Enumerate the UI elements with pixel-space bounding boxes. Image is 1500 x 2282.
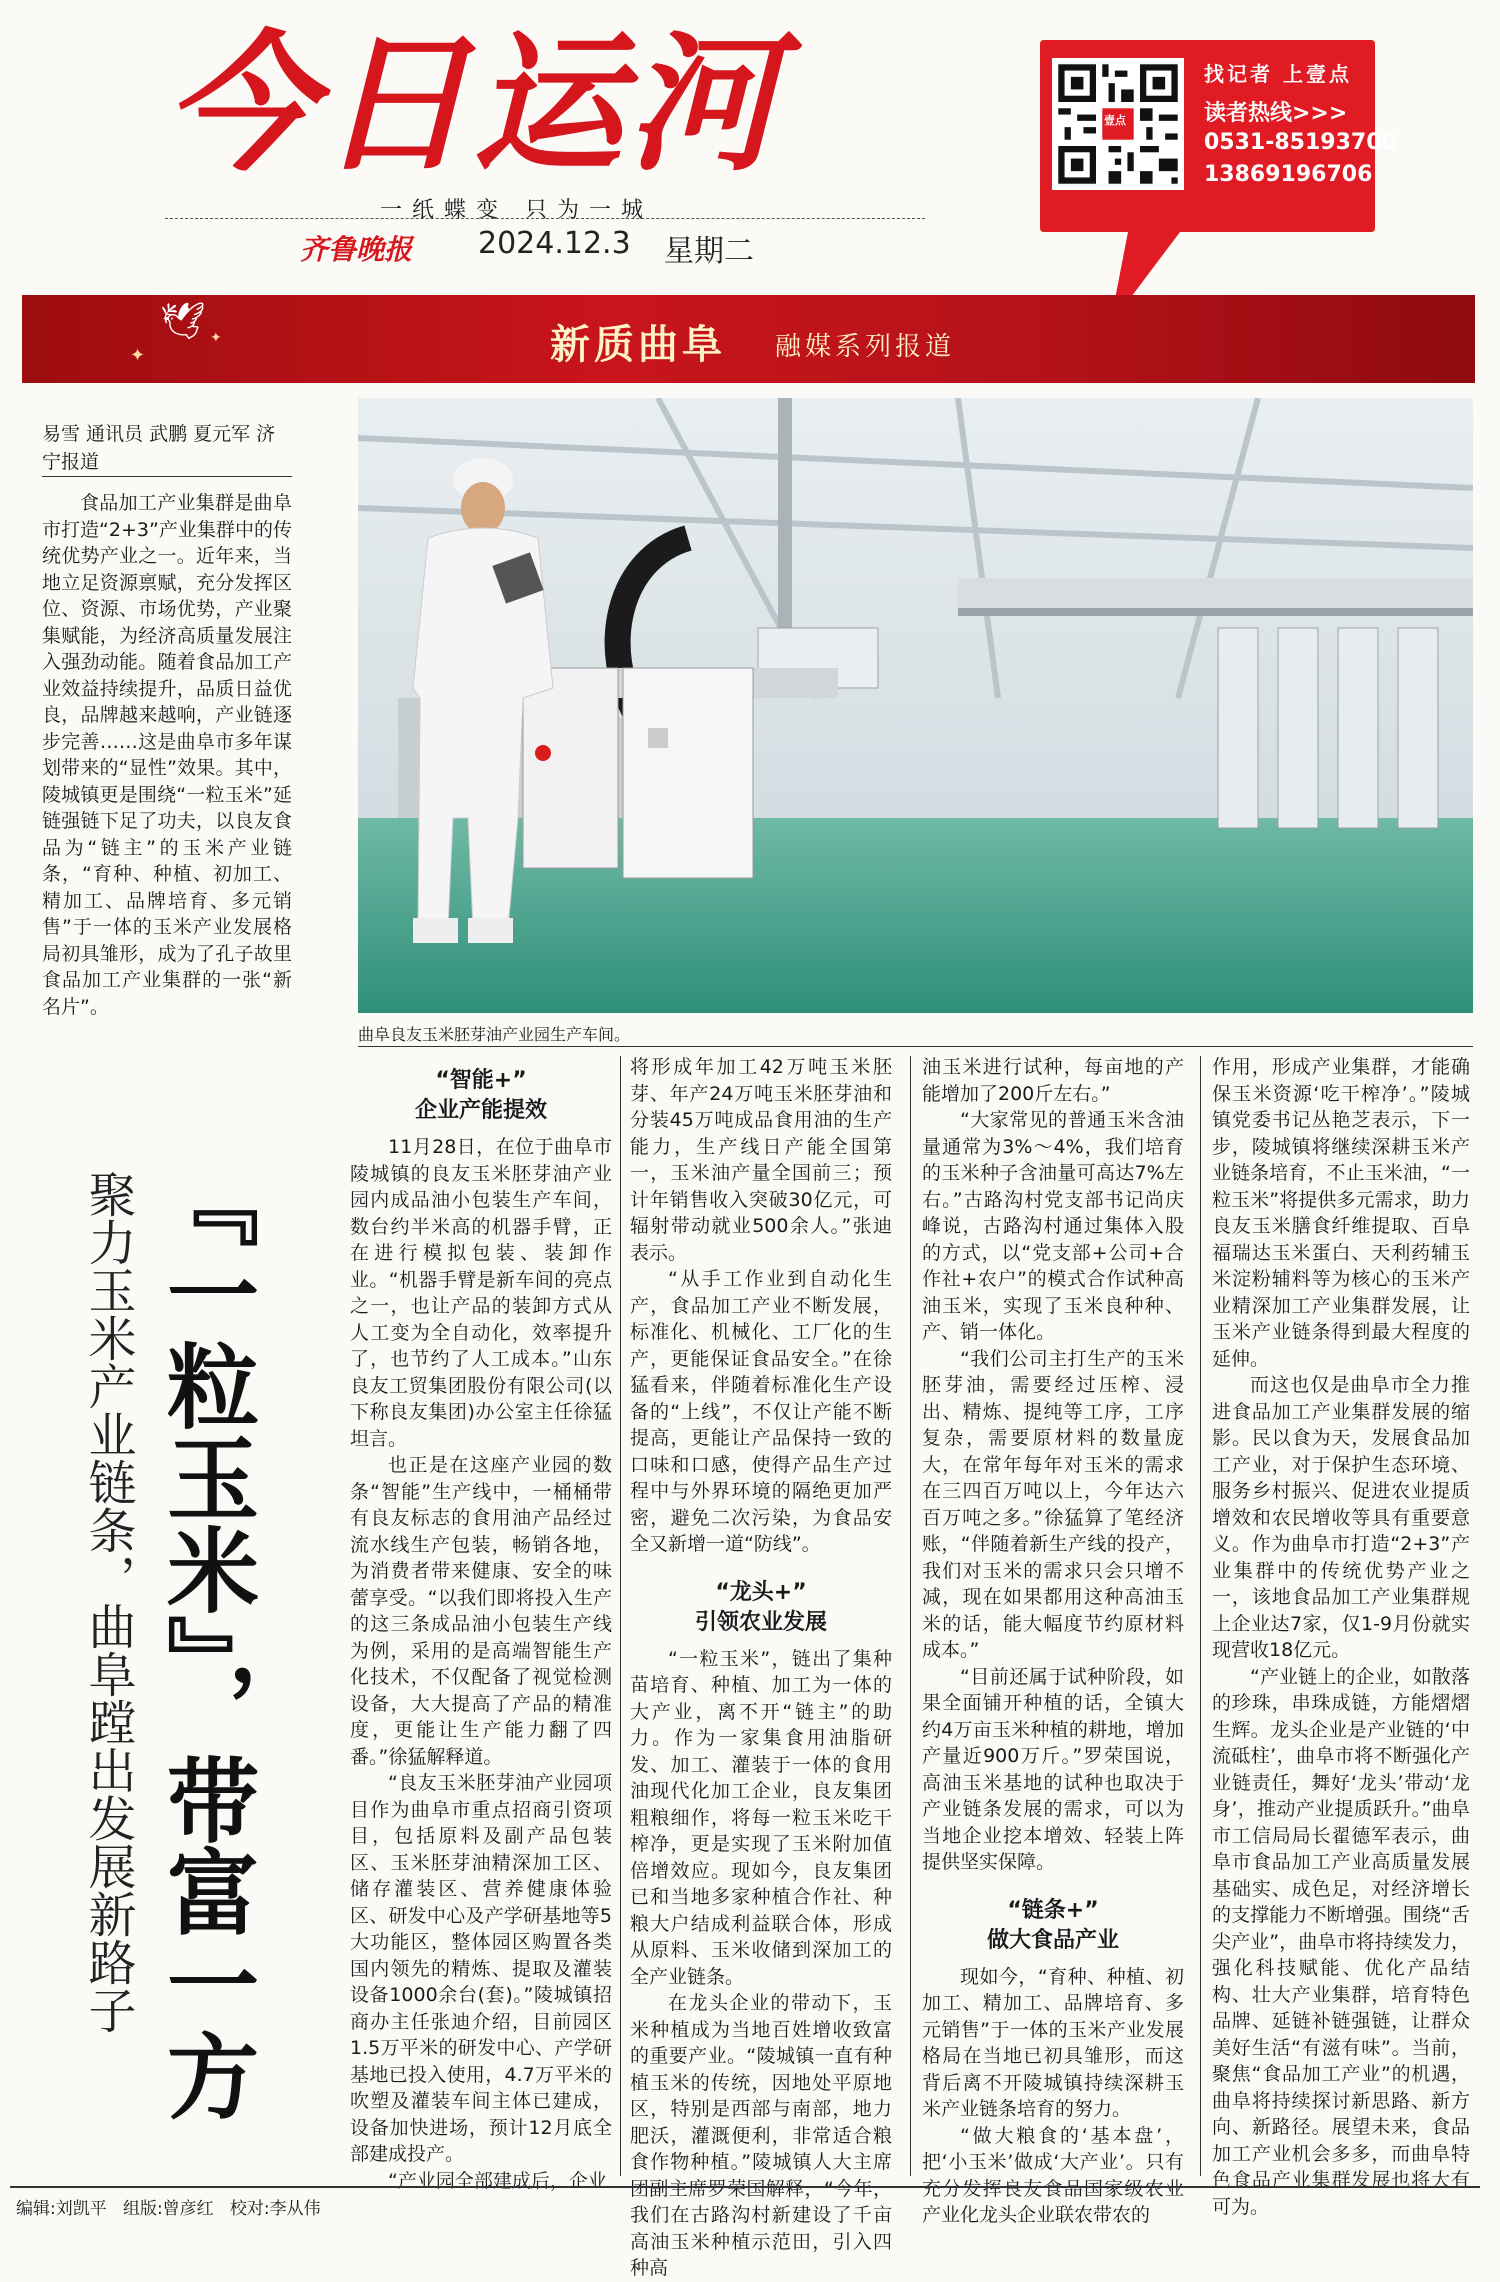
banner-subtitle: 融媒系列报道 [775,332,956,362]
section-heading-line2: 企业产能提效 [414,1098,547,1123]
paragraph: 也正是在这座产业园的数条“智能”生产线中，一桶桶带有良友标志的食用油产品经过流水线生产包装，畅销各地，为消费者带来健康、安全的味蕾享受。“以我们即将投入生产的这三条成品油小包装生产线为例，采用的是高端智能生产化技术，不仅配备了视觉检测设备，大大提高了产品的精准度，更能让生产能力翻了四番。”徐猛解释道。 [350,1454,612,1768]
section-heading-leader [630,1578,892,1638]
paragraph: “做大粮食的‘基本盘’，把‘小玉米’做成‘大产业’。只有充分发挥良友食品国家级农业产业化龙头企业联农带农的 [922,2124,1184,2226]
paragraph: “目前还属于试种阶段，如果全面铺开种植的话，全镇大约4万亩玉米种植的耕地，增加产量近900万斤。”罗荣国说，高油玉米基地的试种也取决于产业链条发展的需求，可以为当地企业挖本增效、轻装上阵提供坚实保障。 [922,1665,1184,1873]
article-subheadline: 聚力玉米产业链条，曲阜蹚出发展新路子 [80,1170,136,2034]
paragraph: “我们公司主打生产的玉米胚芽油，需要经过压榨、浸出、精炼、提纯等工序，工序复杂，需要原材料的数量庞大，在常年每年对玉米的需求在三四百万吨以上，今年达六百万吨之多。”徐猛算了笔经济账，“伴随着新生产线的投产，我们对玉米的需求只会只增不减，现在如果都用这种高油玉米的话，能大幅度节约原材料成本。” [922,1347,1184,1661]
paragraph: 而这也仅是曲阜市全力推进食品加工产业集群发展的缩影。民以食为天，发展食品加工产业，对于保护生态环境、服务乡村振兴、促进农业提质增效和农民增收等具有重要意义。作为曲阜市打造“2+3”产业集群中的传统优势产业之一，该地食品加工产业集群规上企业达7家，仅1-9月份就实现营收18亿元。 [1212,1374,1470,1661]
paragraph: 将形成年加工42万吨玉米胚芽、年产24万吨玉米胚芽油和分装45万吨成品食用油的生产能力，生产线日产能全国第一，玉米油产量全国前三；预计年销售收入突破30亿元，可辐射带动就业500余人。”张迪表示。 [630,1056,892,1264]
paragraph: “从手工作业到自动化生产，食品加工产业不断发展，标准化、机械化、工厂化的生产，更能保证食品安全。”在徐猛看来，伴随着标准化生产设备的“上线”，不仅让产能不断提高，更能让产品保持一致的口味和口感，使得产品生产过程中与外界环境的隔绝更加严密，避免二次污染，为食品安全又新增一道“防线”。 [630,1268,892,1555]
section-heading-line1: “链条+” [1007,1897,1099,1923]
hotline-phone-1[interactable]: 0531-85193700 [1204,130,1397,155]
banner-title: 新质曲阜 [550,321,726,368]
footer-proof: 校对:李从伟 [229,2199,321,2219]
footer-designer: 组版:曾彦红 [122,2199,214,2219]
article-byline: 易雪 通讯员 武鹏 夏元军 济宁报道 [42,423,276,473]
section-heading-line2: 引领农业发展 [694,1609,827,1635]
section-heading-smart [350,1066,612,1126]
section-heading-line1: “龙头+” [715,1579,807,1605]
article-column-3 [922,1054,1184,2229]
column-divider [620,1056,621,2176]
section-heading-chain [922,1896,1184,1956]
footer-editor: 编辑:刘凯平 [16,2199,107,2219]
article-headline: 『一粒玉米』，带富一方 [152,1155,260,2121]
factory-photo [358,398,1473,1013]
paragraph: “大家常见的普通玉米含油量通常为3%～4%，我们培育的玉米种子含油量可高达7%左右。”古路沟村党支部书记尚庆峰说，古路沟村通过集体入股的方式，以“党支部+公司+合作社+农户”的模式合作试种高油玉米，实现了玉米良种种、产、销一体化。 [922,1109,1184,1343]
paragraph: “产业链上的企业，如散落的珍珠，串珠成链，方能熠熠生辉。龙头企业是产业链的‘中流砥柱’，曲阜市将不断强化产业链责任，舞好‘龙头’带动‘龙身’，推动产业提质跃升。”曲阜市工信局局长翟德军表示，曲阜市食品加工产业高质量发展基础实、成色足，对经济增长的支撑能力不断增强。围绕“舌尖产业”，曲阜市将持续发力，强化科技赋能、优化产品结构、壮大产业集群，培育特色品牌、延链补链强链，让群众美好生活“有滋有味”。当前，聚焦“食品加工产业”的机遇，曲阜将持续探讨新思路、新方向、新路径。展望未来，食品加工产业机会多多，而曲阜特色食品产业集群发展也将大有可为。 [1212,1665,1470,2218]
paragraph: 作用，形成产业集群，才能确保玉米资源‘吃干榨净’。”陵城镇党委书记丛艳芝表示，下一步，陵城镇将继续深耕玉米产业链条培育，不止玉米油，“一粒玉米”将提供多元需求，助力良友玉米膳食纤维提取、百阜福瑞达玉米蛋白、天利药辅玉米淀粉辅料等为核心的玉米产业精深加工产业集群发展，让玉米产业链条得到最大程度的延伸。 [1212,1056,1470,1370]
paragraph: 油玉米进行试种，每亩地的产能增加了200斤左右。” [922,1056,1184,1105]
paper-name: 齐鲁晚报 [300,233,413,266]
paragraph: “产业园全部建成后，企业 [388,2169,607,2192]
column-divider [1200,1056,1201,2176]
qr-logo: 壹点 [1104,114,1126,127]
photo-caption: 曲阜良友玉米胚芽油产业园生产车间。 [358,1025,631,1044]
masthead-slogan: 一纸蝶变 只为一城 [380,198,653,223]
photo-divider [358,1046,1473,1047]
paragraph: 现如今，“育种、种植、初加工、精加工、品牌培育、多元销售”于一体的玉米产业发展格局在当地已初具雏形，而这背后离不开陵城镇持续深耕玉米产业链条培育的努力。 [922,1965,1184,2120]
section-heading-line2: 做大食品产业 [986,1927,1119,1953]
article-column-2 [630,1054,892,2282]
issue-date: 2024.12.3 [478,226,631,261]
section-banner [22,295,1475,383]
section-heading-line1: “智能+” [435,1068,527,1093]
paragraph: “一粒玉米”，链出了集种苗培育、种植、加工为一体的大产业，离不开“链主”的助力。作为一家集食用油脂研发、加工、灌装于一体的食用油现代化加工企业，良友集团粗粮细作，将每一粒玉米吃干榨净，更是实现了玉米附加值倍增效应。现如今，良友集团已和当地多家种植合作社、种粮大户结成利益联合体，形成从原料、玉米收储到深加工的全产业链条。 [630,1647,892,1988]
article-column-4 [1212,1054,1470,2220]
paragraph: 在龙头企业的带动下，玉米种植成为当地百姓增收致富的重要产业。“陵城镇一直有种植玉米的传统，因地处平原地区，特别是西部与南部，地力肥沃，灌溉便利，非常适合粮食作物种植。”陵城镇人大主席团副主席罗荣国解释，“今年，我们在古路沟村新建设了千亩高油玉米种植示范田，引入四种高 [630,1992,892,2279]
hotline-phone-2[interactable]: 13869196706 [1204,162,1373,187]
paragraph: “良友玉米胚芽油产业园项目作为曲阜市重点招商引资项目，包括原料及副产品包装区、玉米胚芽油精深加工区、储存灌装区、营养健康体验区、研发中心及产学研基地等5大功能区，整体园区购置各类国内领先的精炼、提取及灌装设备1000余台(套)。”陵城镇招商办主任张迪介绍，目前园区1.5万平米的研发中心、产学研基地已投入使用，4.7万平米的吹塑及灌装车间主体已建成，设备加快进场，预计12月底全部建成投产。 [350,1772,612,2165]
article-lead: 食品加工产业集群是曲阜市打造“2+3”产业集群中的传统优势产业之一。近年来，当地立足资源禀赋，充分发挥区位、资源、市场优势，产业聚集赋能，为经济高质量发展注入强劲动能。随着食品加工产业效益持续提升，品质日益优良，品牌越来越响，产业链逐步完善……这是曲阜市多年谋划带来的“显性”效果。其中，陵城镇更是围绕“一粒玉米”延链强链下足了功夫，以良友食品为“链主”的玉米产业链条，“育种、种植、初加工、精加工、品牌培育、多元销售”于一体的玉米产业发展格局初具雏形，成为了孔子故里食品加工产业集群的一张“新名片”。 [42,492,292,1018]
byline-divider [42,476,292,477]
sparkle-icon: ✦ [130,345,146,366]
column-divider [910,1056,911,2176]
factory-photo-illustration [358,398,1473,1013]
hotline-slogan: 找记者 上壹点 [1204,62,1352,86]
hotline-label: 读者热线>>> [1204,101,1348,126]
sparkle-icon: ✦ [210,330,222,346]
footer-credits [16,2194,321,2219]
issue-weekday: 星期二 [664,234,754,269]
article-column-1 [350,1062,612,2194]
qr-code[interactable] [1052,58,1184,190]
masthead-title: 今日运河 [165,18,782,192]
footer-divider [10,2186,1480,2188]
masthead-divider [165,218,925,219]
dove-icon: 🕊 [160,301,206,342]
paragraph: 11月28日，在位于曲阜市陵城镇的良友玉米胚芽油产业园内成品油小包装生产车间，数台约半米高的机器手臂，正在进行模拟包装、装卸作业。“机器手臂是新车间的亮点之一，也让产品的装卸方式从人工变为全自动化，效率提升了，也节约了人工成本。”山东良友工贸集团股份有限公司(以下称良友集团)办公室主任徐猛坦言。 [350,1136,612,1450]
